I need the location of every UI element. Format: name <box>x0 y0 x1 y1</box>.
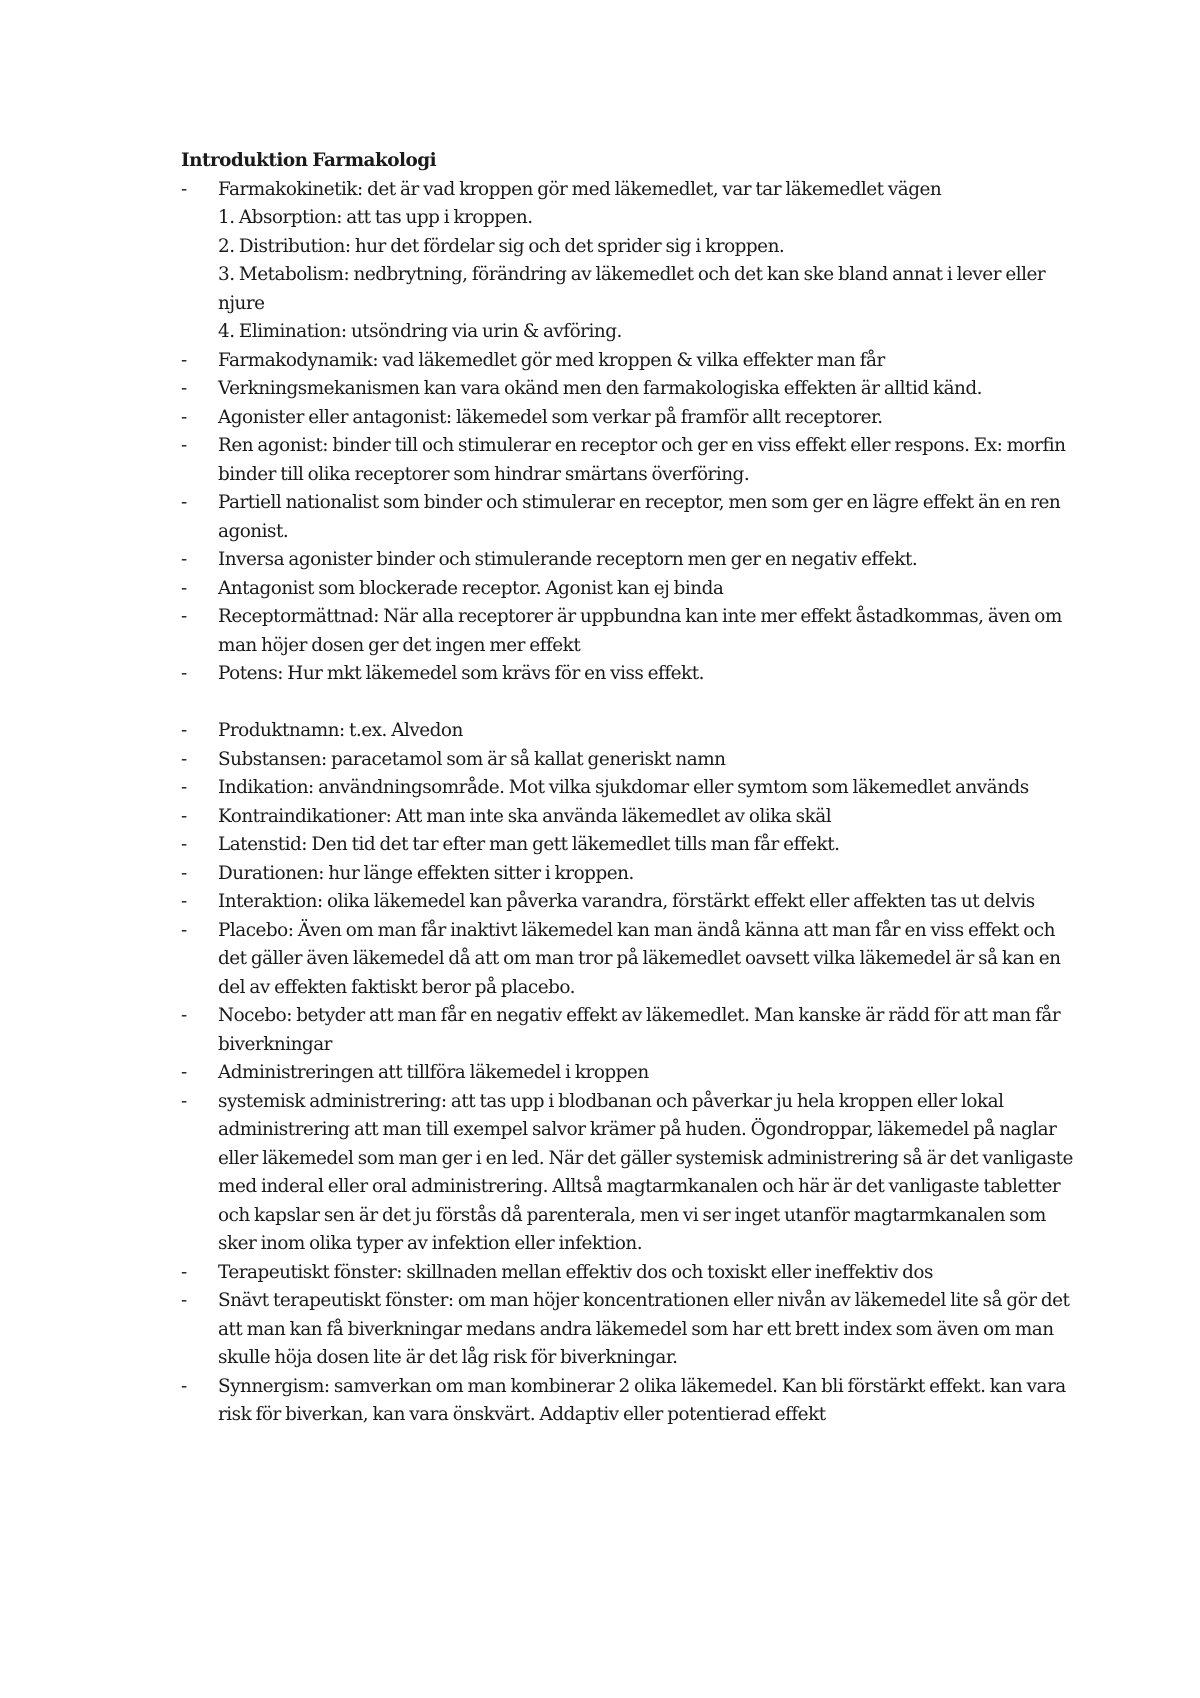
list-item-text: Substansen: paracetamol som är så kallat generiskt namn <box>218 748 726 770</box>
bullet-dash: - <box>181 919 187 941</box>
paragraph-gap <box>181 689 1081 718</box>
bullet-dash: - <box>181 805 187 827</box>
bullet-dash: - <box>181 1005 187 1026</box>
list-item <box>181 603 1081 660</box>
list-item <box>181 1287 1081 1373</box>
bullet-dash: - <box>181 406 187 428</box>
sub-item-metabolism: 3. Metabolism: nedbrytning, förändring av läkemedlet och det kan ske bland annat i lever eller njure <box>218 264 1046 314</box>
list-item-text: Terapeutiskt fönster: skillnaden mellan effektiv dos och toxiskt eller ineffektiv dos <box>218 1261 933 1283</box>
list-item <box>181 1373 1081 1430</box>
list-item-text: Potens: Hur mkt läkemedel som krävs för en viss effekt. <box>218 663 704 684</box>
list-item-text: Nocebo: betyder att man får en negativ effekt av läkemedlet. Man kanske är rädd för att man får biverkningar <box>218 1005 1061 1055</box>
list-item <box>181 347 1081 376</box>
bullet-dash: - <box>181 549 187 570</box>
list-item-text: Produktnamn: t.ex. Alvedon <box>218 720 463 741</box>
list-item-text: Kontraindikationer: Att man inte ska använda läkemedlet av olika skäl <box>218 805 832 827</box>
bullet-dash: - <box>181 1290 187 1311</box>
list-item <box>181 375 1081 404</box>
list-item-text: Durationen: hur länge effekten sitter i kroppen. <box>218 862 634 884</box>
list-item-text: Inversa agonister binder och stimulerande receptorn men ger en negativ effekt. <box>218 549 918 570</box>
list-item <box>181 888 1081 917</box>
list-item <box>181 803 1081 832</box>
bullet-dash: - <box>181 606 187 627</box>
list-item <box>181 1002 1081 1059</box>
bullet-dash: - <box>181 663 187 684</box>
list-item <box>181 404 1081 433</box>
bullet-dash: - <box>181 1062 187 1083</box>
list-item-text: Placebo: Även om man får inaktivt läkemedel kan man ändå känna att man får en viss effekt och det gäller även läkemedel då att om man tror på läkemedlet oavsett vilka läkemedel är så kan en del av effekten faktiskt beror på placebo. <box>218 919 1061 998</box>
bullet-list-terms <box>181 717 1081 1430</box>
list-item-text: Farmakokinetik: det är vad kroppen gör med läkemedlet, var tar läkemedlet vägen <box>218 178 942 200</box>
list-item <box>181 717 1081 746</box>
sub-item-elimination: 4. Elimination: utsöndring via urin & avföring. <box>218 321 622 342</box>
bullet-dash: - <box>181 891 187 912</box>
bullet-dash: - <box>181 349 187 371</box>
list-item-text: Verkningsmekanismen kan vara okänd men den farmakologiska effekten är alltid känd. <box>218 378 983 399</box>
list-item-text: Antagonist som blockerade receptor. Agonist kan ej binda <box>218 577 724 599</box>
list-item-text: Interaktion: olika läkemedel kan påverka varandra, förstärkt effekt eller affekten tas ut delvis <box>218 891 1035 912</box>
list-item <box>181 1259 1081 1288</box>
sub-item-absorption: 1. Absorption: att tas upp i kroppen. <box>218 207 533 228</box>
bullet-dash: - <box>181 777 187 798</box>
list-item-text: Receptormättnad: När alla receptorer är uppbundna kan inte mer effekt åstadkommas, även om man höjer dosen ger det ingen mer effekt <box>218 606 1062 656</box>
document-title: Introduktion Farmakologi <box>181 150 437 171</box>
list-item-text: systemisk administrering: att tas upp i blodbanan och påverkar ju hela kroppen eller lokal administrering att man till exempel salvor krämer på huden. Ögondroppar, läkemedel på naglar eller läkemedel som man ger i en led. När det gäller systemisk administrering så är det vanligaste med inderal eller oral administrering. Alltså magtarmkanalen och här är det vanligaste tabletter och kapslar sen är det ju förstås då parenterala, men vi ser inget utanför magtarmkanalen som sker inom olika typer av infektion eller infektion. <box>218 1090 1073 1254</box>
bullet-dash: - <box>181 178 187 200</box>
bullet-dash: - <box>181 720 187 741</box>
list-item <box>181 660 1081 689</box>
bullet-list-kinetics <box>181 176 1081 689</box>
list-item <box>181 489 1081 546</box>
bullet-dash: - <box>181 577 187 599</box>
bullet-dash: - <box>181 378 187 399</box>
sub-item-distribution: 2. Distribution: hur det fördelar sig och det sprider sig i kroppen. <box>218 235 785 257</box>
list-item <box>181 746 1081 775</box>
bullet-dash: - <box>181 1090 187 1112</box>
list-item-text: Ren agonist: binder till och stimulerar en receptor och ger en viss effekt eller respons. Ex: morfin binder till olika receptorer som hindrar smärtans överföring. <box>218 435 1066 485</box>
bullet-dash: - <box>181 435 187 456</box>
list-item-farmakokinetik <box>181 176 1081 347</box>
list-item-text: Indikation: användningsområde. Mot vilka sjukdomar eller symtom som läkemedlet används <box>218 777 1029 798</box>
list-item <box>181 546 1081 575</box>
list-item <box>181 432 1081 489</box>
bullet-dash: - <box>181 1375 187 1397</box>
list-item <box>181 917 1081 1003</box>
bullet-dash: - <box>181 1261 187 1283</box>
document-body <box>181 147 1081 1430</box>
bullet-dash: - <box>181 834 187 855</box>
list-item <box>181 575 1081 604</box>
list-item-text: Partiell nationalist som binder och stimulerar en receptor, men som ger en lägre effekt än en ren agonist. <box>218 492 1061 542</box>
bullet-dash: - <box>181 748 187 770</box>
list-item-text: Administreringen att tillföra läkemedel i kroppen <box>218 1062 649 1083</box>
list-item <box>181 831 1081 860</box>
list-item-text: Farmakodynamik: vad läkemedlet gör med kroppen & vilka effekter man får <box>218 349 885 371</box>
list-item <box>181 774 1081 803</box>
bullet-dash: - <box>181 492 187 513</box>
list-item-text: Agonister eller antagonist: läkemedel som verkar på framför allt receptorer. <box>218 406 883 428</box>
list-item-text: Latenstid: Den tid det tar efter man gett läkemedlet tills man får effekt. <box>218 834 840 855</box>
list-item <box>181 1059 1081 1088</box>
bullet-dash: - <box>181 862 187 884</box>
list-item-text: Synnergism: samverkan om man kombinerar 2 olika läkemedel. Kan bli förstärkt effekt. kan vara risk för biverkan, kan vara önskvärt. Addaptiv eller potentierad effekt <box>218 1375 1066 1425</box>
list-item <box>181 1088 1081 1259</box>
list-item-text: Snävt terapeutiskt fönster: om man höjer koncentrationen eller nivån av läkemedel lite så gör det att man kan få biverkningar medans andra läkemedel som har ett brett index som även om man skulle höja dosen lite är det låg risk för biverkningar. <box>218 1290 1070 1368</box>
list-item <box>181 860 1081 889</box>
